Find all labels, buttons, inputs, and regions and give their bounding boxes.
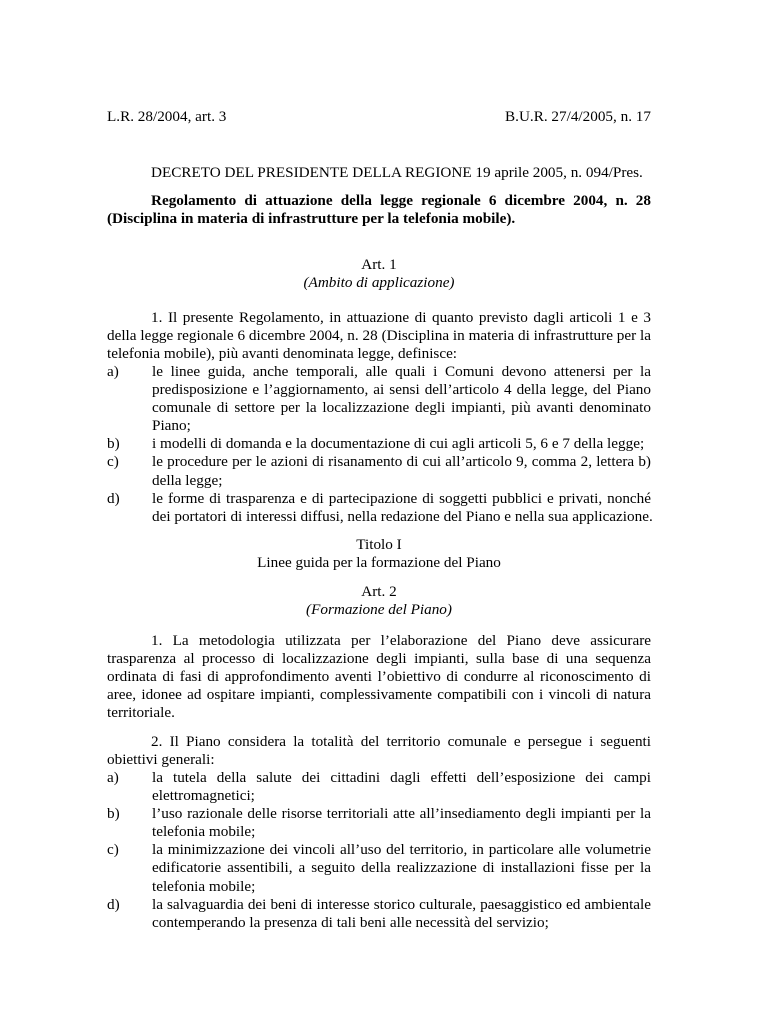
list-marker: b): [107, 805, 120, 823]
paragraph-line: ordinata di fasi di approfondimento aventi l’obiettivo di condurre al riconoscimento di: [107, 668, 651, 686]
regulation-title-line-1: Regolamento di attuazione della legge regionale 6 dicembre 2004, n. 28: [151, 192, 651, 209]
paragraph-line: 1. Il presente Regolamento, in attuazione di quanto previsto dagli articoli 1 e 3: [151, 309, 651, 326]
art2-paragraph-2: [107, 733, 651, 769]
list-item-line: le forme di trasparenza e di partecipazione di soggetti pubblici e privati, nonché: [152, 489, 651, 507]
regulation-title: [107, 192, 651, 228]
list-item: [107, 435, 651, 453]
list-item-line: edificatorie assentibili, a seguito della realizzazione di installazioni fisse per la: [152, 859, 651, 877]
list-item-line: Piano;: [152, 417, 191, 435]
art1-heading: Art. 1: [361, 256, 397, 273]
list-marker: a): [107, 363, 119, 380]
list-item-line: l’uso razionale delle risorse territoriali atte all’insediamento degli impianti per la: [152, 805, 651, 823]
art1-paragraph-1: [107, 309, 651, 363]
decree-line: DECRETO DEL PRESIDENTE DELLA REGIONE 19 aprile 2005, n. 094/Pres.: [151, 164, 643, 181]
list-marker: a): [107, 769, 119, 786]
paragraph-line: trasparenza al processo di localizzazione degli impianti, sulla base di una sequenza: [107, 650, 651, 668]
titolo-subheading: Linee guida per la formazione del Piano: [257, 554, 501, 571]
list-item: [107, 490, 651, 526]
list-item: [107, 805, 651, 841]
list-item: [107, 841, 651, 895]
list-item-line: della legge;: [152, 471, 223, 489]
art2-paragraph-1: [107, 632, 651, 722]
list-item-line: comunale di settore per la localizzazione degli impianti, più avanti denominato: [152, 399, 651, 417]
list-item: [107, 363, 651, 435]
list-item-line: la salvaguardia dei beni di interesse storico culturale, paesaggistico ed ambientale: [152, 895, 651, 913]
list-item-line: le linee guida, anche temporali, alle quali i Comuni devono attenersi per la: [152, 363, 651, 380]
art1-subheading: (Ambito di applicazione): [303, 274, 455, 291]
list-item: [107, 453, 651, 489]
bulletin-reference: B.U.R. 27/4/2005, n. 17: [505, 108, 651, 125]
paragraph-line: 2. Il Piano considera la totalità del territorio comunale e persegue i seguenti: [151, 733, 651, 750]
titolo-heading: Titolo I: [356, 536, 402, 553]
law-reference: L.R. 28/2004, art. 3: [107, 108, 227, 125]
paragraph-line: telefonia mobile), più avanti denominata legge, definisce:: [107, 345, 458, 363]
paragraph-line: 1. La metodologia utilizzata per l’elaborazione del Piano deve assicurare: [151, 632, 651, 649]
list-item-line: i modelli di domanda e la documentazione di cui agli articoli 5, 6 e 7 della legge;: [152, 435, 645, 453]
list-item: [107, 769, 651, 805]
list-item-line: la minimizzazione dei vincoli all’uso del territorio, in particolare alle volumetrie: [152, 841, 651, 859]
list-item-line: telefonia mobile;: [152, 823, 256, 841]
art1-list: [107, 363, 651, 526]
list-marker: b): [107, 435, 120, 453]
list-item-line: la tutela della salute dei cittadini dagli effetti dell’esposizione dei campi: [152, 769, 651, 786]
art2-subheading: (Formazione del Piano): [306, 601, 452, 618]
list-marker: d): [107, 895, 120, 913]
paragraph-line: della legge regionale 6 dicembre 2004, n. 28 (Disciplina in materia di infrastrutture per la: [107, 327, 651, 345]
paragraph-line: aree, idonee ad ospitare impianti, complessivamente compatibili con i vincoli di natura: [107, 686, 651, 704]
list-marker: c): [107, 453, 119, 471]
list-marker: d): [107, 489, 120, 507]
list-item-line: telefonia mobile;: [152, 877, 256, 895]
list-item-line: contemperando la presenza di tali beni alle necessità del servizio;: [152, 913, 549, 931]
list-item-line: elettromagnetici;: [152, 787, 255, 805]
list-item-line: predisposizione e l’aggiornamento, ai sensi dell’articolo 4 della legge, del Piano: [152, 381, 651, 399]
paragraph-line: territoriale.: [107, 704, 175, 722]
list-marker: c): [107, 841, 119, 859]
regulation-title-line-2: (Disciplina in materia di infrastrutture per la telefonia mobile).: [107, 210, 516, 228]
paragraph-line: obiettivi generali:: [107, 751, 215, 769]
list-item-line: dei portatori di interessi diffusi, nella redazione del Piano e nella sua applicazione.: [152, 507, 653, 525]
art2-heading: Art. 2: [361, 583, 397, 600]
list-item-line: le procedure per le azioni di risanamento di cui all’articolo 9, comma 2, lettera b): [152, 453, 651, 471]
art2-list: [107, 769, 651, 932]
document-header: [107, 108, 651, 126]
list-item: [107, 896, 651, 932]
